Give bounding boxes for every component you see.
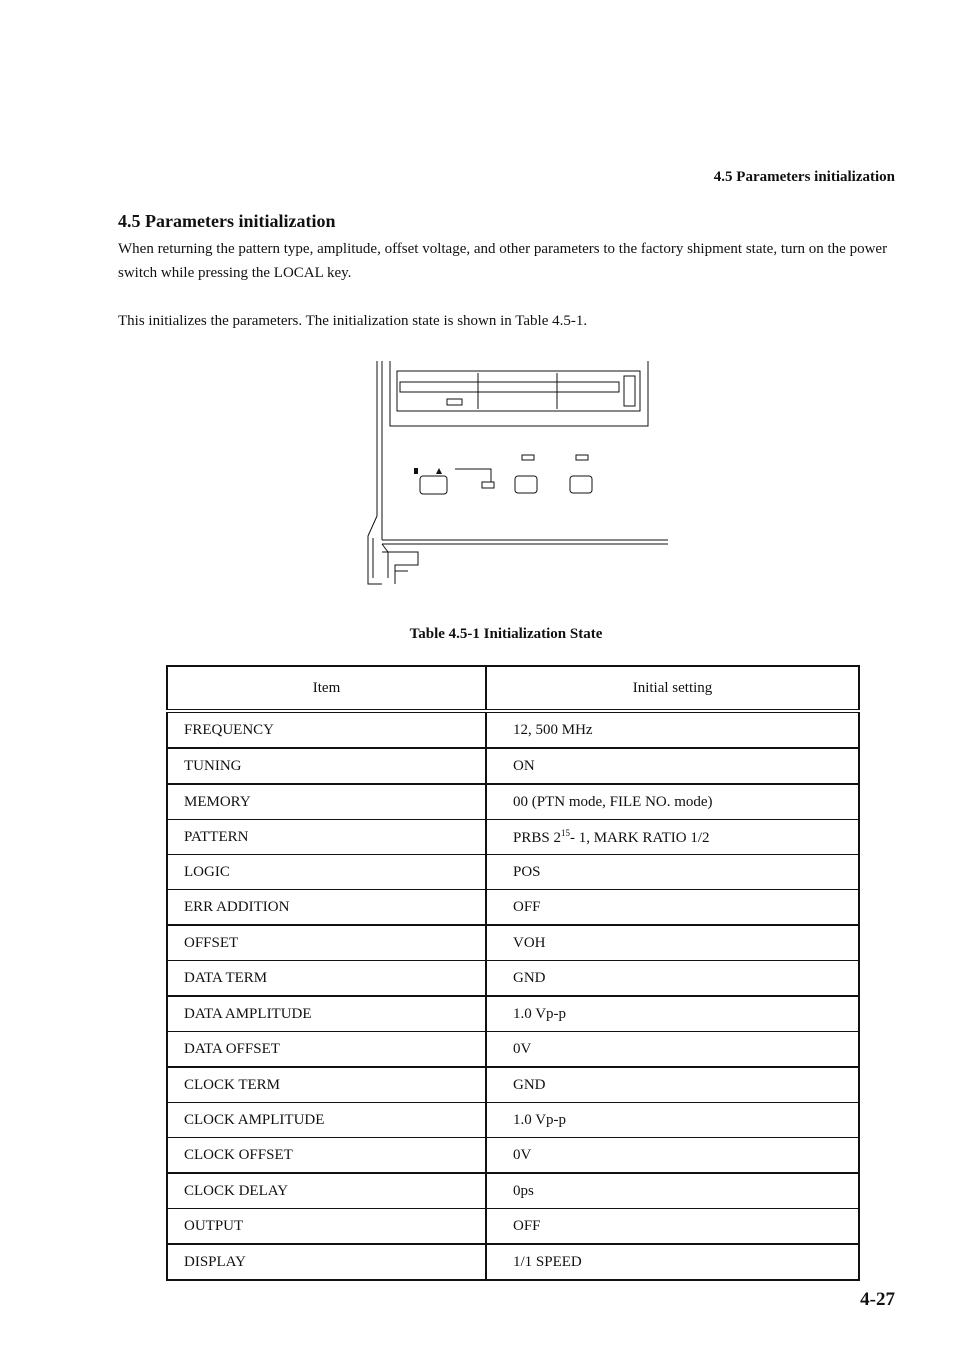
value-cell: 0V (486, 1138, 859, 1174)
item-cell: CLOCK AMPLITUDE (167, 1103, 486, 1138)
table-row (167, 1244, 859, 1280)
table-row (167, 820, 859, 855)
section-title: 4.5 Parameters initialization (118, 211, 336, 231)
table-row (167, 890, 859, 926)
table-row (167, 1138, 859, 1174)
value-cell: OFF (486, 1209, 859, 1245)
item-cell: FREQUENCY (167, 711, 486, 748)
item-cell: LOGIC (167, 855, 486, 890)
initialization-table (166, 665, 860, 1281)
running-header: 4.5 Parameters initialization (713, 169, 895, 185)
value-cell (486, 820, 859, 855)
value-cell: POS (486, 855, 859, 890)
table-row (167, 1032, 859, 1068)
table-row (167, 711, 859, 748)
item-cell: OFFSET (167, 925, 486, 961)
value-cell: 0ps (486, 1173, 859, 1209)
value-cell: ON (486, 748, 859, 784)
item-cell: DATA AMPLITUDE (167, 996, 486, 1032)
item-cell: TUNING (167, 748, 486, 784)
value-cell: 0V (486, 1032, 859, 1068)
table-row (167, 1067, 859, 1103)
item-cell: CLOCK DELAY (167, 1173, 486, 1209)
exponent: 15 (560, 827, 570, 838)
value-cell: GND (486, 1067, 859, 1103)
table-caption: Table 4.5-1 Initialization State (409, 626, 603, 642)
value-text: - 1, MARK RATIO 1/2 (569, 829, 710, 846)
value-cell: 1/1 SPEED (486, 1244, 859, 1280)
value-cell: OFF (486, 890, 859, 926)
table-row (167, 925, 859, 961)
item-cell: CLOCK TERM (167, 1067, 486, 1103)
item-cell: CLOCK OFFSET (167, 1138, 486, 1174)
column-header-item: Item (167, 666, 486, 711)
value-cell: GND (486, 961, 859, 997)
item-cell: PATTERN (167, 820, 486, 855)
table-row (167, 748, 859, 784)
table-row (167, 784, 859, 820)
table-row (167, 1173, 859, 1209)
item-cell: DISPLAY (167, 1244, 486, 1280)
table-header-row (167, 666, 859, 711)
item-cell: DATA OFFSET (167, 1032, 486, 1068)
intro-paragraph: When returning the pattern type, amplitude, offset voltage, and other parameters to the factory shipment state, turn on the power switch while pressing the LOCAL key. (118, 241, 888, 281)
table-row (167, 855, 859, 890)
table-row (167, 1103, 859, 1138)
front-panel-illustration (360, 358, 672, 590)
table-row (167, 1209, 859, 1245)
init-paragraph: This initializes the parameters. The initialization state is shown in Table 4.5-1. (118, 313, 588, 329)
value-cell: VOH (486, 925, 859, 961)
item-cell: DATA TERM (167, 961, 486, 997)
value-cell: 1.0 Vp-p (486, 996, 859, 1032)
item-cell: OUTPUT (167, 1209, 486, 1245)
page-number: 4-27 (860, 1289, 895, 1310)
value-cell: 1.0 Vp-p (486, 1103, 859, 1138)
table-row (167, 961, 859, 997)
value-cell: 00 (PTN mode, FILE NO. mode) (486, 784, 859, 820)
item-cell: MEMORY (167, 784, 486, 820)
item-cell: ERR ADDITION (167, 890, 486, 926)
column-header-setting: Initial setting (486, 666, 859, 711)
value-text: PRBS 2 (513, 829, 561, 846)
table-row (167, 996, 859, 1032)
value-cell: 12, 500 MHz (486, 711, 859, 748)
